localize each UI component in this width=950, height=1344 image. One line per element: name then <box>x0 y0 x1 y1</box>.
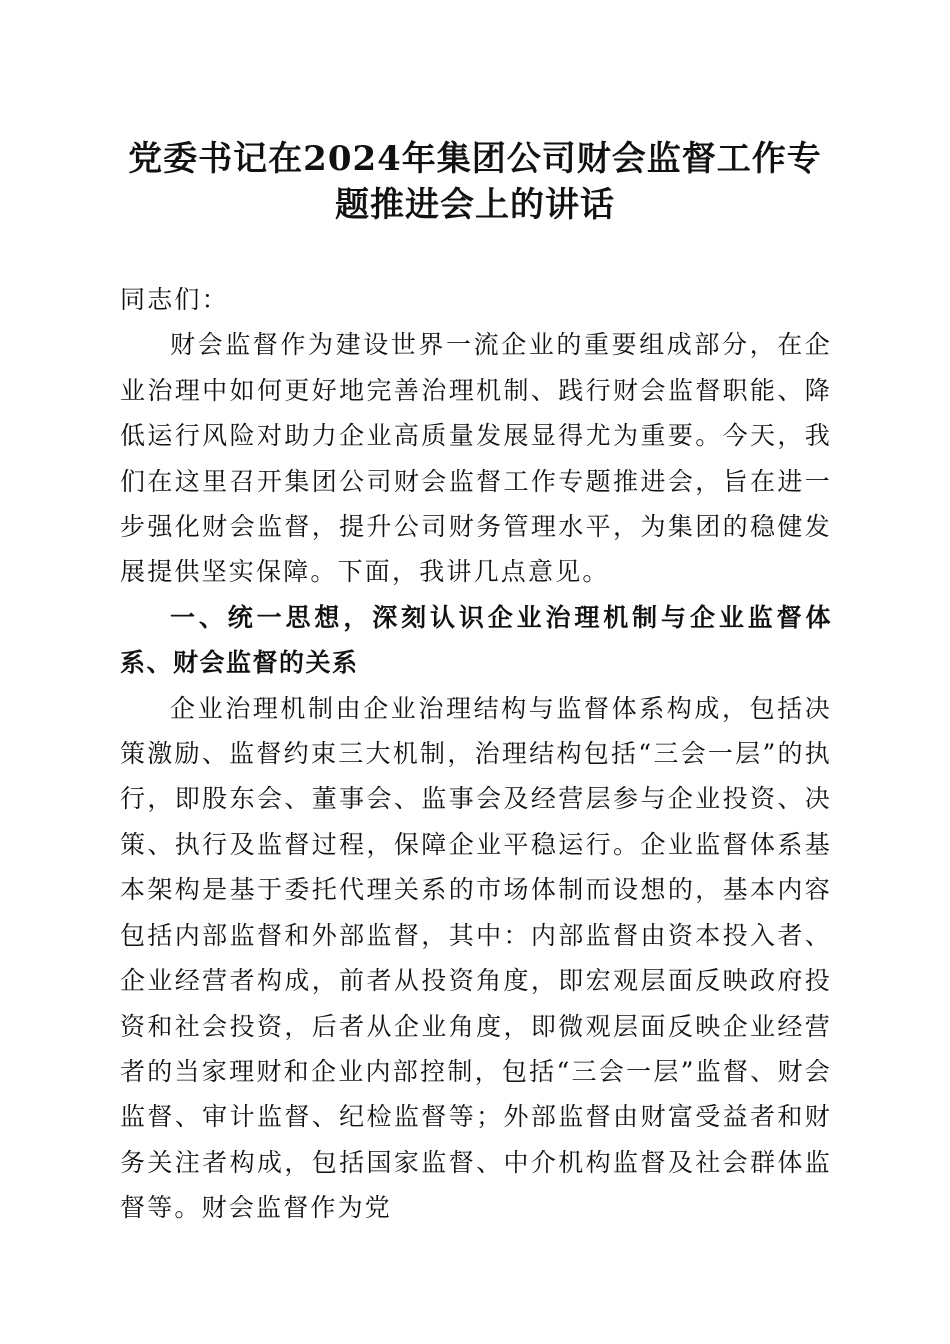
document-body <box>120 277 832 1231</box>
title-line-1: 党委书记在2024年集团公司财会监督工作专 <box>128 139 822 179</box>
salutation: 同志们： <box>120 285 229 314</box>
paragraph-governance: 企业治理机制由企业治理结构与监督体系构成，包括决策激励、监督约束三大机制，治理结构包括“三会一层”的执行，即股东会、董事会、监事会及经营层参与企业投资、决策、执行及监督过程，保障企业平稳运行。企业监督体系基本架构是基于委托代理关系的市场体制而设想的，基本内容包括内部监督和外部监督，其中：内部监督由资本投入者、企业经营者构成，前者从投资角度，即宏观层面反映政府投资和社会投资，后者从企业角度，即微观层面反映企业经营者的当家理财和企业内部控制，包括“三会一层”监督、财会监督、审计监督、纪检监督等；外部监督由财富受益者和财务关注者构成，包括国家监督、中介机构监督及社会群体监督等。财会监督作为党 <box>120 693 832 1223</box>
section-heading-1: 一、统一思想，深刻认识企业治理机制与企业监督体系、财会监督的关系 <box>120 602 832 678</box>
title-line-2: 题推进会上的讲话 <box>335 185 615 225</box>
document-title <box>110 136 840 228</box>
paragraph-intro: 财会监督作为建设世界一流企业的重要组成部分，在企业治理中如何更好地完善治理机制、践行财会监督职能、降低运行风险对助力企业高质量发展显得尤为重要。今天，我们在这里召开集团公司财会监督工作专题推进会，旨在进一步强化财会监督，提升公司财务管理水平，为集团的稳健发展提供坚实保障。下面，我讲几点意见。 <box>120 330 832 587</box>
